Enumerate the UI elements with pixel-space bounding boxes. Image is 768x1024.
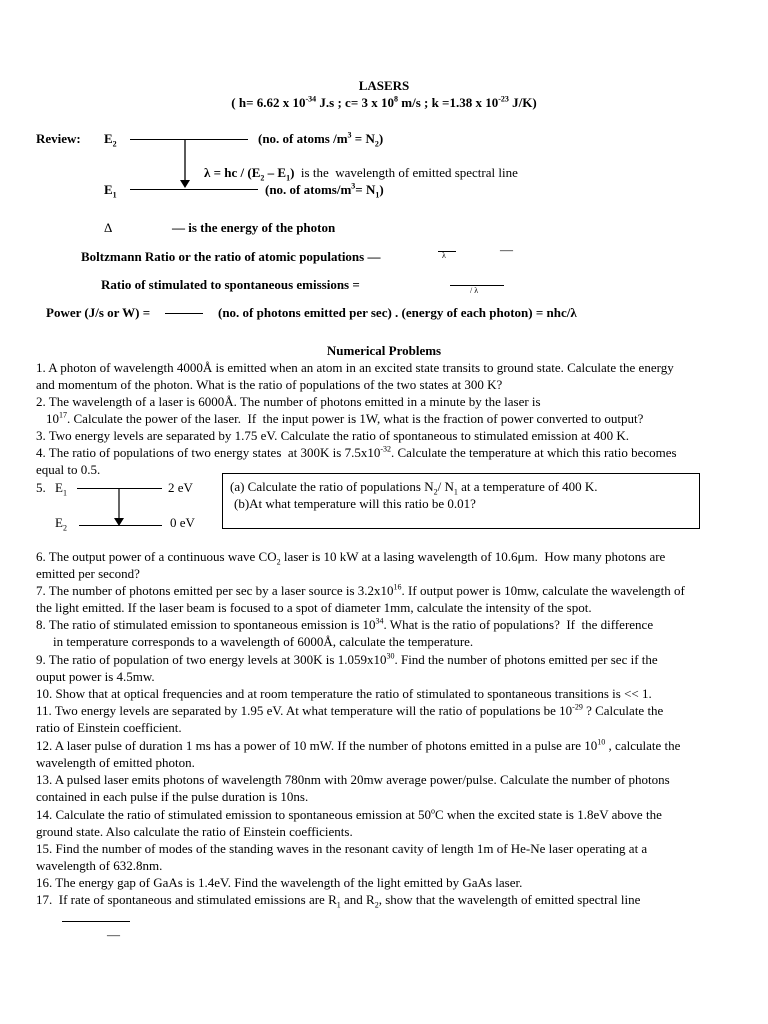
photon-energy-text: — is the energy of the photon bbox=[172, 220, 336, 235]
problem-line: in temperature corresponds to a wavelength of 6000Å, calculate the temperature. bbox=[53, 634, 474, 649]
problem-line: contained in each pulse if the pulse duration is 10ns. bbox=[36, 789, 309, 804]
boltzmann-frac-bar bbox=[438, 251, 456, 252]
problem-line: 17. If rate of spontaneous and stimulated emissions are $R_1$ and $R_2$, show that the wavelength of emitted spectral line bbox=[36, 892, 641, 910]
transition-arrow-icon bbox=[178, 140, 192, 190]
numerical-heading: Numerical Problems bbox=[326, 343, 442, 358]
p5-e2-value: 0 eV bbox=[170, 515, 195, 530]
problem-line: 14. Calculate the ratio of stimulated emission to spontaneous emission at 50$^o$C when the excited state is 1.8eV above the bbox=[36, 806, 662, 822]
boltzmann-lambda: λ bbox=[442, 251, 446, 260]
problem-line: wavelength of 632.8nm. bbox=[36, 858, 163, 873]
power-frac-bar bbox=[165, 313, 203, 314]
p5-question-a: (a) Calculate the ratio of populations $N_2/$ $N_1$ at a temperature of 400 K. bbox=[230, 479, 598, 497]
power-label: Power (J/s or W) = bbox=[46, 305, 151, 320]
constants-line: ( h= 6.62 x $10^{-34}$ J.s ; c= 3 x $10^8$ m/s ; k =1.38 x $10^{-23}$ J/K) bbox=[231, 94, 537, 110]
trailing-frac-bar bbox=[62, 921, 130, 922]
document-title: LASERS bbox=[358, 78, 410, 93]
problem-line: and momentum of the photon. What is the ratio of populations of the two states at 300 K? bbox=[36, 377, 503, 392]
e1-label: $E_1$ bbox=[104, 182, 117, 200]
e2-note: (no. of atoms $/m^3 = N_2$) bbox=[258, 130, 384, 149]
problem-line: 6. The output power of a continuous wave $CO_2$ laser is 10 kW at a lasing wavelength of 10.6μm. How many photons are bbox=[36, 549, 666, 567]
boltzmann-ratio-text: Boltzmann Ratio or the ratio of atomic populations — bbox=[81, 249, 381, 264]
problem-line: 2. The wavelength of a laser is 6000Å. The number of photons emitted in a minute by the laser is bbox=[36, 394, 541, 409]
problem-line: 8. The ratio of stimulated emission to spontaneous emission is $10^{34}$. What is the ratio of populations? If the difference bbox=[36, 616, 654, 632]
lambda-formula: λ = hc / $(E_2 - E_1)$ is the wavelength of emitted spectral line bbox=[204, 165, 518, 183]
power-text: (no. of photons emitted per sec) . (energy of each photon) = nhc/λ bbox=[218, 305, 577, 320]
e2-label: $E_2$ bbox=[104, 131, 117, 149]
problem-line: emitted per second? bbox=[36, 566, 140, 581]
problem-line: wavelength of emitted photon. bbox=[36, 755, 195, 770]
problem-line: 13. A pulsed laser emits photons of wavelength 780nm with 20mw average power/pulse. Calculate the number of photons bbox=[36, 772, 670, 787]
p5-question-b: (b)At what temperature will this ratio be 0.01? bbox=[234, 496, 476, 511]
problem-line: $10^{17}$. Calculate the power of the laser. If the input power is 1W, what is the fraction of power converted to output? bbox=[46, 410, 644, 426]
review-label: Review: bbox=[36, 131, 81, 146]
problem-line: the light emitted. If the laser beam is focused to a spot of diameter 1mm, calculate the intensity of the spot. bbox=[36, 600, 592, 615]
problem-line: ouput power is 4.5mw. bbox=[36, 669, 155, 684]
problem-line: 16. The energy gap of GaAs is 1.4eV. Find the wavelength of the light emitted by GaAs laser. bbox=[36, 875, 523, 890]
e1-note: (no. of atoms/$m^3= N_1$) bbox=[265, 181, 384, 200]
e1-level-line bbox=[130, 189, 258, 190]
problem-line: ground state. Also calculate the ratio of Einstein coefficients. bbox=[36, 824, 353, 839]
problem-line: 11. Two energy levels are separated by 1.95 eV. At what temperature will the ratio of populations be $10^{-29}$ ? Calculate the bbox=[36, 702, 664, 718]
problem-line: 1. A photon of wavelength 4000Å is emitted when an atom in an excited state transits to ground state. Calculate the energy bbox=[36, 360, 674, 375]
problem-line: 3. Two energy levels are separated by 1.75 eV. Calculate the ratio of spontaneous to stimulated emission at 400 K. bbox=[36, 428, 629, 443]
problem-line: 15. Find the number of modes of the standing waves in the resonant cavity of length 1m of He-Ne laser operating at a bbox=[36, 841, 648, 856]
p5-e1-value: 2 eV bbox=[168, 480, 193, 495]
trailing-dash: — bbox=[107, 927, 120, 942]
p5-e2-line bbox=[79, 525, 162, 526]
p5-label: 5. bbox=[36, 480, 46, 495]
problem-line: 4. The ratio of populations of two energy states at 300K is $7.5x10^{-32}$. Calculate the temperature at which this ratio becomes bbox=[36, 444, 677, 460]
p5-e1-label: $E_1$ bbox=[55, 480, 67, 498]
problem-line: 7. The number of photons emitted per sec by a laser source is $3.2x10^{16}$. If output power is 10mw, calculate the wavelength of bbox=[36, 582, 685, 598]
stimulated-frac-denominator: / λ bbox=[470, 286, 479, 295]
problem-line: 12. A laser pulse of duration 1 ms has a power of 10 mW. If the number of photons emitted in a pulse are $10^{10}$ , calculate the bbox=[36, 737, 681, 753]
stimulated-ratio-text: Ratio of stimulated to spontaneous emissions = bbox=[101, 277, 360, 292]
problem-line: ratio of Einstein coefficient. bbox=[36, 720, 182, 735]
problem-line: equal to 0.5. bbox=[36, 462, 101, 477]
p5-arrow-icon bbox=[112, 488, 126, 528]
problem-line: 9. The ratio of population of two energy levels at 300K is $1.059x10^{30}$. Find the number of photons emitted per sec if the bbox=[36, 651, 658, 667]
boltzmann-dash: — bbox=[500, 242, 513, 257]
p5-e2-label: $E_2$ bbox=[55, 515, 67, 533]
delta-symbol: Δ bbox=[104, 220, 113, 235]
problem-line: 10. Show that at optical frequencies and at room temperature the ratio of stimulated to spontaneous transitions is << 1. bbox=[36, 686, 652, 701]
